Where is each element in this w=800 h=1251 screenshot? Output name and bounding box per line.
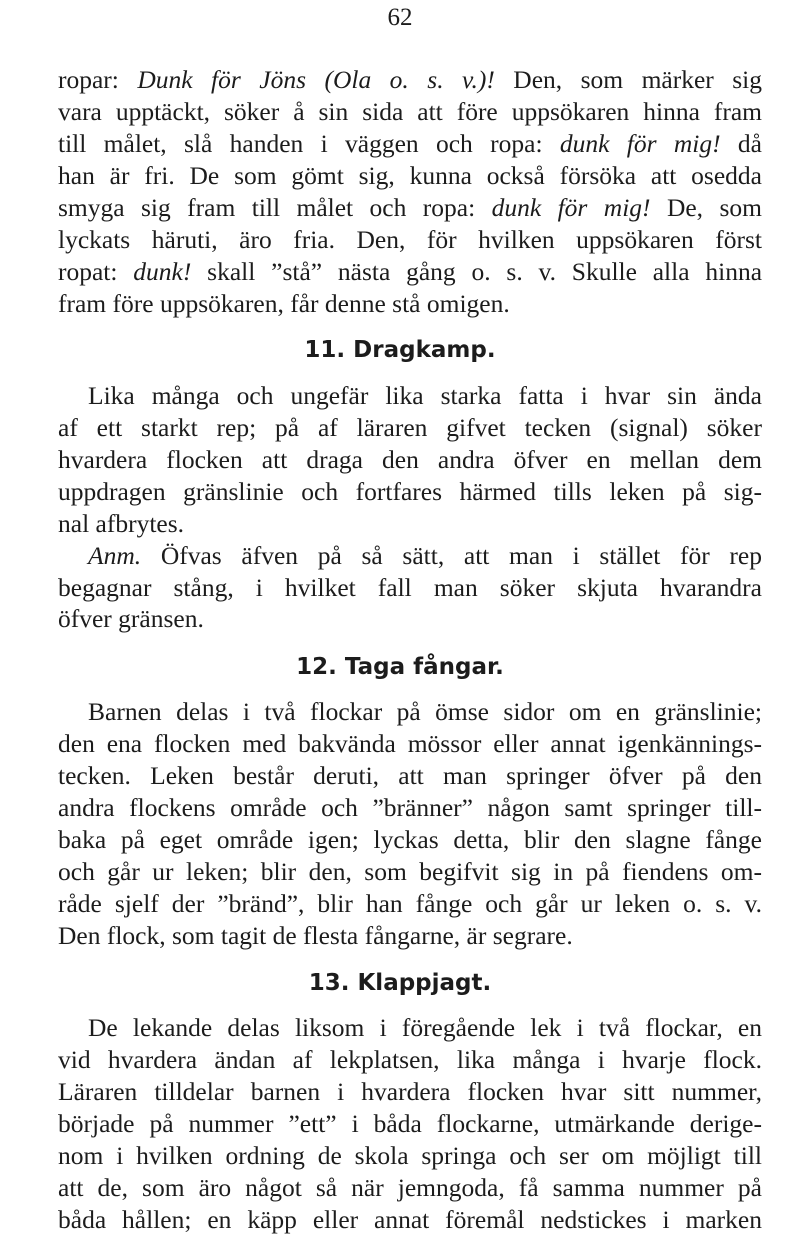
- text-line: ropat: dunk! skall ”stå” nästa gång o. s. v. Skulle alla hinna: [58, 256, 763, 286]
- text-line: han är fri. De som gömt sig, kunna också försöka att osedda: [58, 160, 762, 190]
- section-heading: 13. Klappjagt.: [308, 970, 492, 997]
- page-number: 62: [387, 4, 413, 31]
- text-line: vara upptäckt, söker å sin sida att före uppsökaren hinna fram: [58, 96, 762, 126]
- text-line: fram före uppsökaren, får denne stå omigen.: [58, 288, 510, 318]
- text-line: ropar: Dunk för Jöns (Ola o. s. v.)! Den, som märker sig: [58, 65, 762, 94]
- note-line: Anm. Öfvas äfven på så sätt, att man i stället för rep: [88, 540, 762, 570]
- text-line: Lika många och ungefär lika starka fatta i hvar sin ända: [88, 380, 762, 410]
- text-line: Den flock, som tagit de flesta fångarne, är segrare.: [58, 921, 573, 951]
- text-line: De lekande delas liksom i föregående lek i två flockar, en: [88, 1013, 762, 1043]
- text-line: den ena flocken med bakvända mössor eller annat igenkännings-: [58, 729, 762, 759]
- text-line: började på nummer ”ett” i båda flockarne, utmärkande derige-: [58, 1109, 762, 1139]
- text-line: hvardera flocken att draga den andra öfver en mellan dem: [58, 444, 762, 474]
- text-line: lyckats häruti, äro fria. Den, för hvilken uppsökaren först: [58, 224, 762, 254]
- text-line: uppdragen gränslinie och fortfares härmed tills leken på sig-: [58, 476, 762, 506]
- text-line: andra flockens område och ”bränner” någon samt springer till-: [58, 793, 762, 823]
- text-line: tecken. Leken består deruti, att man springer öfver på den: [58, 761, 762, 791]
- text-line: och går ur leken; blir den, som begifvit sig in på fiendens om-: [58, 857, 762, 887]
- note-line: öfver gränsen.: [58, 604, 204, 634]
- text-line: råde sjelf der ”bränd”, blir han fånge och går ur leken o. s. v.: [58, 889, 762, 919]
- text-line: baka på eget område igen; lyckas detta, blir den slagne fånge: [58, 825, 762, 855]
- text-line: vid hvardera ändan af lekplatsen, lika många i hvarje flock.: [58, 1045, 762, 1075]
- note-line: begagnar stång, i hvilket fall man söker skjuta hvarandra: [58, 572, 762, 602]
- text-line: till målet, slå handen i väggen och ropa: dunk för mig! då: [58, 128, 762, 158]
- text-line: Barnen delas i två flockar på ömse sidor om en gränslinie;: [88, 697, 762, 727]
- text-line: båda hållen; en käpp eller annat föremål nedstickes i marken: [58, 1205, 762, 1234]
- text-line: nom i hvilken ordning de skola springa och ser om möjligt till: [58, 1141, 762, 1171]
- text-line: Läraren tilldelar barnen i hvardera flocken hvar sitt nummer,: [58, 1077, 762, 1107]
- section-heading: 12. Taga fångar.: [296, 654, 504, 681]
- section-heading: 11. Dragkamp.: [304, 336, 496, 363]
- text-line: nal afbrytes.: [58, 508, 185, 538]
- text-line: att de, som äro något så när jemngoda, få samma nummer på: [58, 1173, 762, 1203]
- text-line: smyga sig fram till målet och ropa: dunk för mig! De, som: [58, 192, 762, 222]
- text-line: af ett starkt rep; på af läraren gifvet tecken (signal) söker: [58, 412, 762, 442]
